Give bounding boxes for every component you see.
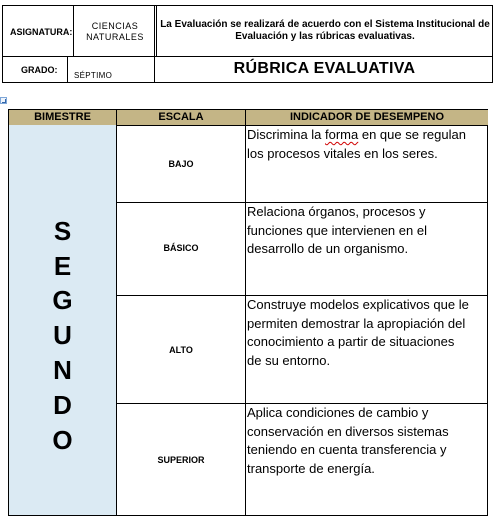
indicator-line: conservación en diversos sistemas [247, 423, 449, 439]
indicator-basico [247, 203, 490, 259]
evaluation-note [158, 19, 492, 43]
bimestre-letter: S [53, 216, 72, 246]
scale-label-basico: BÁSICO [163, 243, 199, 253]
grade-value: SÉPTIMO [74, 71, 113, 80]
spellcheck-word[interactable]: forma [325, 127, 359, 142]
indicator-line: Relaciona órganos, procesos y [247, 204, 426, 219]
header-divider [73, 6, 74, 56]
indicator-line: desarrollo de un organismo. [247, 241, 409, 256]
indicator-line: conocimiento a partir de situaciones [247, 334, 455, 349]
scale-label-bajo: BAJO [168, 159, 194, 169]
text-cursor [487, 127, 488, 141]
bimestre-letter: E [53, 251, 72, 281]
asignatura-label: ASIGNATURA: [10, 27, 73, 37]
indicator-line: los procesos vitales en los seres. [247, 145, 438, 161]
note-line-1: La Evaluación se realizará de acuerdo con el Sistema Institucional de [160, 19, 490, 30]
bimestre-letter: O [52, 425, 73, 455]
col-header-indicador: INDICADOR DE DESEMPENO [246, 110, 488, 125]
indicator-text: en que se regulan [358, 127, 466, 142]
indicator-line: permiten demostrar la apropiación del [247, 315, 466, 331]
bimestre-letter: G [52, 285, 73, 315]
indicator-line: funciones que intervienen en el [247, 222, 427, 238]
note-line-2: Evaluación y las rúbricas evaluativas. [235, 31, 415, 42]
indicator-line: Construye modelos explicativos que le [247, 297, 469, 312]
bimestre-letter: D [53, 390, 72, 420]
indicator-superior [247, 404, 490, 478]
header-divider [156, 6, 157, 56]
bimestre-letter: N [53, 355, 72, 385]
subject-name [75, 21, 155, 43]
scale-label-alto: ALTO [169, 345, 193, 355]
indicator-line: transporte de energía. [247, 460, 375, 476]
indicator-alto [247, 296, 490, 370]
subject-line-2: NATURALES [86, 32, 144, 42]
indicator-line: Aplica condiciones de cambio y [247, 405, 429, 420]
subject-line-1: CIENCIAS [91, 21, 139, 31]
header-divider [67, 56, 68, 83]
indicator-text: Discrimina la [247, 127, 326, 142]
indicator-line [247, 126, 490, 145]
bimestre-letter: U [53, 320, 72, 350]
header-row-divider [3, 56, 492, 57]
grado-label: GRADO: [21, 65, 58, 75]
column-border [245, 110, 246, 515]
bimestre-cell [9, 125, 116, 515]
table-anchor-icon[interactable] [0, 97, 7, 104]
rubric-table [8, 109, 488, 516]
col-header-bimestre: BIMESTRE [9, 110, 116, 125]
indicator-line: de su entorno. [247, 352, 331, 368]
scale-label-superior: SUPERIOR [157, 455, 205, 465]
col-header-escala: ESCALA [117, 110, 245, 125]
rubric-title: RÚBRICA EVALUATIVA [233, 60, 416, 77]
indicator-line: teniendo en cuenta transferencia y [247, 442, 447, 457]
indicator-bajo [247, 126, 490, 163]
header-table [2, 5, 493, 83]
